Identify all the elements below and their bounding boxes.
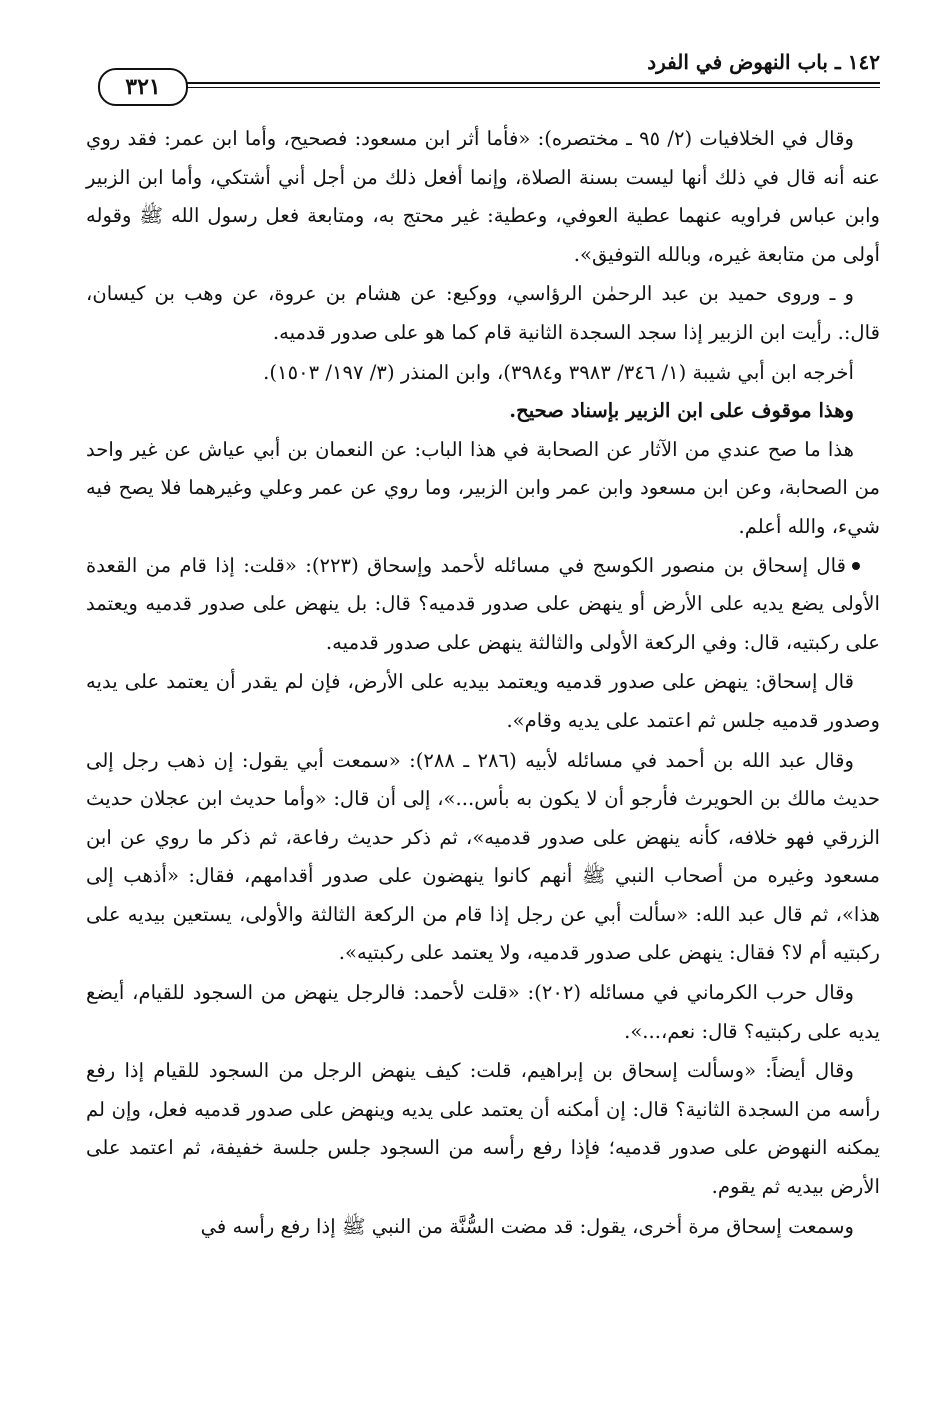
paragraph-bullet	[86, 547, 880, 663]
page-number: ٣٢١	[98, 68, 188, 106]
header-rule	[86, 82, 880, 92]
paragraph: وقال أيضاً: «وسألت إسحاق بن إبراهيم، قلت: كيف ينهض الرجل من السجود للقيام إذا رفع رأسه من السجدة الثانية؟ قال: إن أمكنه أن يعتمد على يديه وينهض على صدور قدميه فعل، وإن لم يمكنه النهوض على صدور قدميه؛ فإذا رفع رأسه من السجود جلس جلسة خفيفة، ثم اعتمد على الأرض بيديه ثم يقوم.	[86, 1059, 880, 1199]
bullet-icon	[852, 562, 860, 570]
paragraph: وقال حرب الكرماني في مسائله (٢٠٢): «قلت لأحمد: فالرجل ينهض من السجود للقيام، أيضع يديه على ركبتيه؟ قال: نعم،...».	[86, 981, 880, 1043]
paragraph: أخرجه ابن أبي شيبة (١/ ٣٤٦/ ٣٩٨٣ و٣٩٨٤)، وابن المنذر (٣/ ١٩٧/ ١٥٠٣).	[263, 360, 854, 384]
page-header	[86, 50, 880, 122]
paragraph: قال إسحاق: ينهض على صدور قدميه ويعتمد بيديه على الأرض، فإن لم يقدر أن يعتمد على يديه وصدور قدميه جلس ثم اعتمد على يديه وقام».	[86, 670, 880, 732]
paragraph-text: قال إسحاق بن منصور الكوسج في مسائله لأحمد وإسحاق (٢٢٣): «قلت: إذا قام من القعدة الأولى يضع يديه على الأرض أو ينهض على صدور قدميه؟ قال: بل ينهض على صدور قدميه ويعتمد على ركبتيه، قال: وفي الركعة الأولى والثالثة ينهض على صدور قدميه.	[86, 553, 880, 654]
header-rule-thick	[186, 82, 880, 84]
paragraph: و ـ وروى حميد بن عبد الرحمٰن الرؤاسي، ووكيع: عن هشام بن عروة، عن وهب بن كيسان، قال:. رأيت ابن الزبير إذا سجد السجدة الثانية قام كما هو على صدور قدميه.	[86, 282, 880, 344]
page-body	[86, 120, 880, 1246]
paragraph: وقال عبد الله بن أحمد في مسائله لأبيه (٢٨٦ ـ ٢٨٨): «سمعت أبي يقول: إن ذهب رجل إلى حديث مالك بن الحويرث فأرجو أن لا يكون به بأس...»، إلى أن قال: «وأما حديث ابن عجلان حديث الزرقي فهو خلافه، كأنه ينهض على صدور قدميه»، ثم ذكر حديث رفاعة، ثم ذكر ما روي عن ابن مسعود وغيره من أصحاب النبي ﷺ أنهم كانوا ينهضون على صدور أقدامهم، فقال: «أذهب إلى هذا»، ثم قال عبد الله: «سألت أبي عن رجل إذا قام من الركعة الثالثة والأولى، يستعين بيديه على ركبتيه أم لا؟ فقال: ينهض على صدور قدميه، ولا يعتمد على ركبتيه».	[86, 748, 880, 965]
paragraph: وسمعت إسحاق مرة أخرى، يقول: قد مضت السُّنَّة من النبي ﷺ إذا رفع رأسه في	[200, 1214, 854, 1238]
header-rule-thin	[186, 87, 880, 88]
paragraph: وقال في الخلافيات (٢/ ٩٥ ـ مختصره): «فأما أثر ابن مسعود: فصحيح، وأما ابن عمر: فقد روي عنه أنه قال في ذلك أنها ليست بسنة الصلاة، وإنما أفعل ذلك من أجل أني أشتكي، وأما ابن الزبير وابن عباس فراويه عنهما عطية العوفي، وعطية: غير محتج به، ومتابعة فعل رسول الله ﷺ وقوله أولى من متابعة غيره، وبالله التوفيق».	[86, 127, 880, 266]
chapter-title: ١٤٢ ـ باب النهوض في الفرد	[647, 50, 880, 74]
paragraph-conclusion: وهذا موقوف على ابن الزبير بإسناد صحيح.	[509, 399, 854, 423]
paragraph: هذا ما صح عندي من الآثار عن الصحابة في هذا الباب: عن النعمان بن أبي عياش عن غير واحد من الصحابة، وعن ابن مسعود وابن عمر وابن الزبير، وما روي عن عمر وعلي وغيرهما فلا يصح فيه شيء، والله أعلم.	[86, 437, 880, 538]
